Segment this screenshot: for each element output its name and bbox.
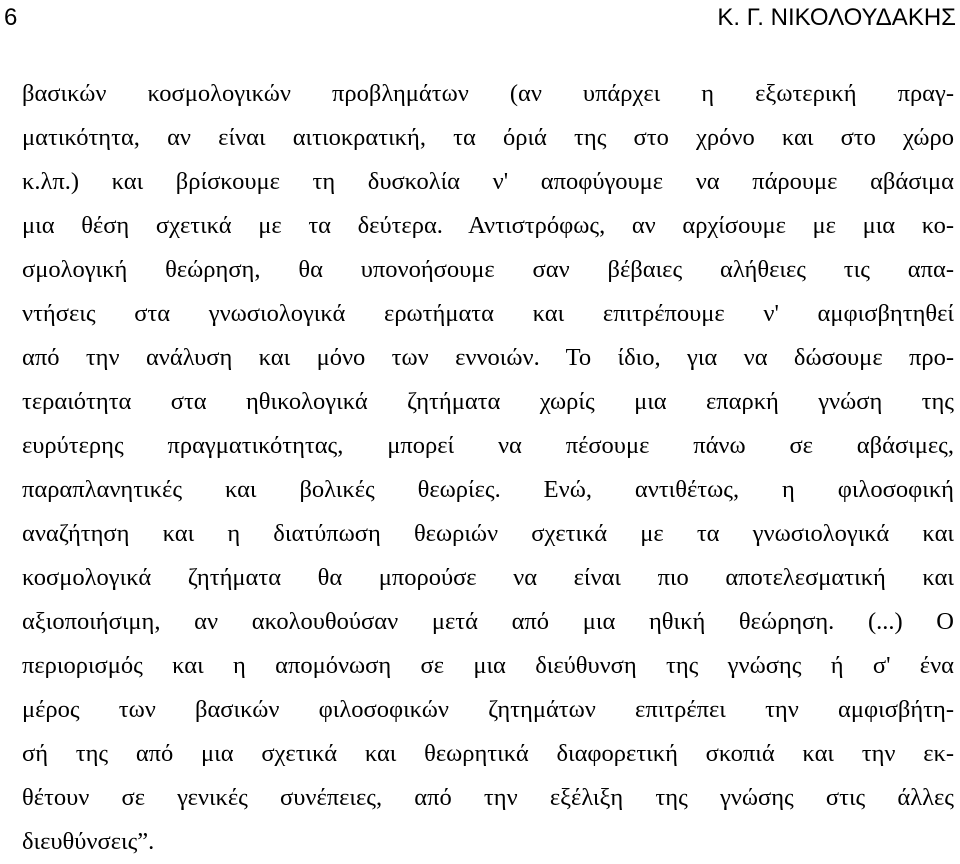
text-line: κοσμολογικά ζητήματα θα μπορούσε να είναι πιο αποτελεσματική και [22, 564, 954, 591]
text-line: από την ανάλυση και μόνο των εννοιών. Το ίδιο, για να δώσουμε προ- [22, 344, 954, 371]
page-number: 6 [4, 4, 18, 31]
text-line: παραπλανητικές και βολικές θεωρίες. Ενώ, αντιθέτως, η φιλοσοφική [22, 476, 954, 503]
text-line: κ.λπ.) και βρίσκουμε τη δυσκολία ν' αποφύγουμε να πάρουμε αβάσιμα [22, 168, 954, 195]
text-line: μια θέση σχετικά με τα δεύτερα. Αντιστρόφως, αν αρχίσουμε με μια κο- [22, 212, 954, 239]
text-line: ματικότητα, αν είναι αιτιοκρατική, τα όριά της στο χρόνο και στο χώρο [22, 124, 954, 151]
text-line: αξιοποιήσιμη, αν ακολουθούσαν μετά από μια ηθική θεώρηση. (...) Ο [22, 608, 954, 635]
text-line: ευρύτερης πραγματικότητας, μπορεί να πέσουμε πάνω σε αβάσιμες, [22, 432, 954, 459]
body-text [22, 72, 954, 864]
text-line: τεραιότητα στα ηθικολογικά ζητήματα χωρίς μια επαρκή γνώση της [22, 388, 954, 415]
text-line: σμολογική θεώρηση, θα υπονοήσουμε σαν βέβαιες αλήθειες τις απα- [22, 256, 954, 283]
text-line: θέτουν σε γενικές συνέπειες, από την εξέλιξη της γνώσης στις άλλες [22, 784, 954, 811]
text-line: βασικών κοσμολογικών προβλημάτων (αν υπάρχει η εξωτερική πραγ- [22, 80, 954, 107]
text-line: ντήσεις στα γνωσιολογικά ερωτήματα και επιτρέπουμε ν' αμφισβητηθεί [22, 300, 954, 327]
text-line: διευθύνσεις”. [22, 828, 155, 855]
text-line: περιορισμός και η απομόνωση σε μια διεύθυνση της γνώσης ή σ' ένα [22, 652, 954, 679]
running-head: Κ. Γ. ΝΙΚΟΛΟΥΔΑΚΗΣ [717, 4, 956, 31]
text-line: σή της από μια σχετικά και θεωρητικά διαφορετική σκοπιά και την εκ- [22, 740, 954, 767]
page-header [0, 0, 960, 40]
text-line: μέρος των βασικών φιλοσοφικών ζητημάτων επιτρέπει την αμφισβήτη- [22, 696, 954, 723]
text-line: αναζήτηση και η διατύπωση θεωριών σχετικά με τα γνωσιολογικά και [22, 520, 954, 547]
